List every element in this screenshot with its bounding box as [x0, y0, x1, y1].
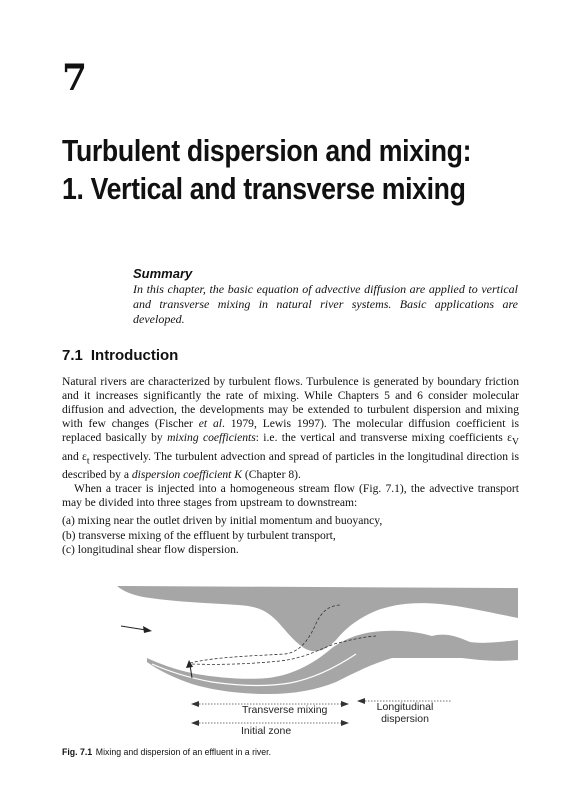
paragraph-1-text-a: Natural rivers are characterized by turbulent flows. Turbulence is generated by boundary friction and it increases significantly the rate of mixing. While Chapters 5 and 6 consider molecular diffusion and advection, the developments may be extended to turbulent dispersion and mixing with few changes (Fischer	[62, 375, 519, 431]
term-mixing-coefficients: mixing coefficients	[167, 431, 256, 445]
section-heading	[62, 347, 178, 365]
flow-arrow-icon	[121, 626, 152, 633]
symbol-subscript-t: t	[86, 455, 90, 467]
symbol-epsilon-t: ε	[82, 449, 87, 463]
list-item: (b) transverse mixing of the effluent by turbulent transport,	[62, 528, 336, 542]
summary-text: In this chapter, the basic equation of advective diffusion are applied to vertical and transverse mixing in natural river systems. Basic applications are developed.	[133, 282, 518, 326]
paragraph-1-text-e: respectively. The turbulent advection and spread of particles in the longitudinal direction is described by a	[62, 449, 520, 482]
paragraph-1-text-f: (Chapter 8).	[241, 468, 301, 482]
paragraph-1-text-b: . 1979, Lewis 1997). The molecular diffusion coefficient is replaced basically by	[62, 417, 520, 445]
caption-number: Fig. 7.1	[62, 747, 93, 758]
caption-text: Mixing and dispersion of an effluent in a river.	[95, 747, 272, 758]
paragraph-1-text-c: : i.e. the vertical and transverse mixing coefficients	[255, 431, 508, 445]
label-longitudinal-dispersion: Longitudinal dispersion	[376, 701, 434, 725]
paragraph-1-et-al: et al	[198, 417, 222, 431]
symbol-subscript-v: V	[512, 436, 520, 448]
list-item: (c) longitudinal shear flow dispersion.	[62, 542, 239, 556]
chapter-title-line-2: 1. Vertical and transverse mixing	[62, 171, 466, 206]
symbol-epsilon-v: ε	[507, 431, 513, 445]
chapter-title-line-1: Turbulent dispersion and mixing:	[62, 133, 472, 168]
figure-river-mixing	[0, 580, 578, 745]
body-text	[62, 375, 519, 557]
chapter-summary	[133, 266, 518, 327]
section-title: Introduction	[90, 347, 179, 364]
stages-list	[62, 514, 519, 556]
label-initial-zone: Initial zone	[241, 725, 292, 737]
paragraph-1	[62, 375, 519, 482]
paragraph-2: When a tracer is injected into a homogeneous stream flow (Fig. 7.1), the advective transport may be divided into three stages from upstream to downstream:	[62, 482, 519, 510]
summary-heading: Summary	[133, 266, 193, 281]
paragraph-1-text-d: and	[62, 449, 83, 463]
label-transverse-mixing: Transverse mixing	[242, 704, 328, 716]
chapter-title	[62, 132, 492, 208]
term-dispersion-coefficient: dispersion coefficient K	[131, 468, 242, 482]
chapter-number: 7	[62, 57, 88, 99]
figure-caption	[62, 747, 271, 759]
river-diagram	[0, 580, 578, 745]
section-number: 7.1	[62, 347, 83, 364]
list-item: (a) mixing near the outlet driven by initial momentum and buoyancy,	[62, 514, 383, 528]
